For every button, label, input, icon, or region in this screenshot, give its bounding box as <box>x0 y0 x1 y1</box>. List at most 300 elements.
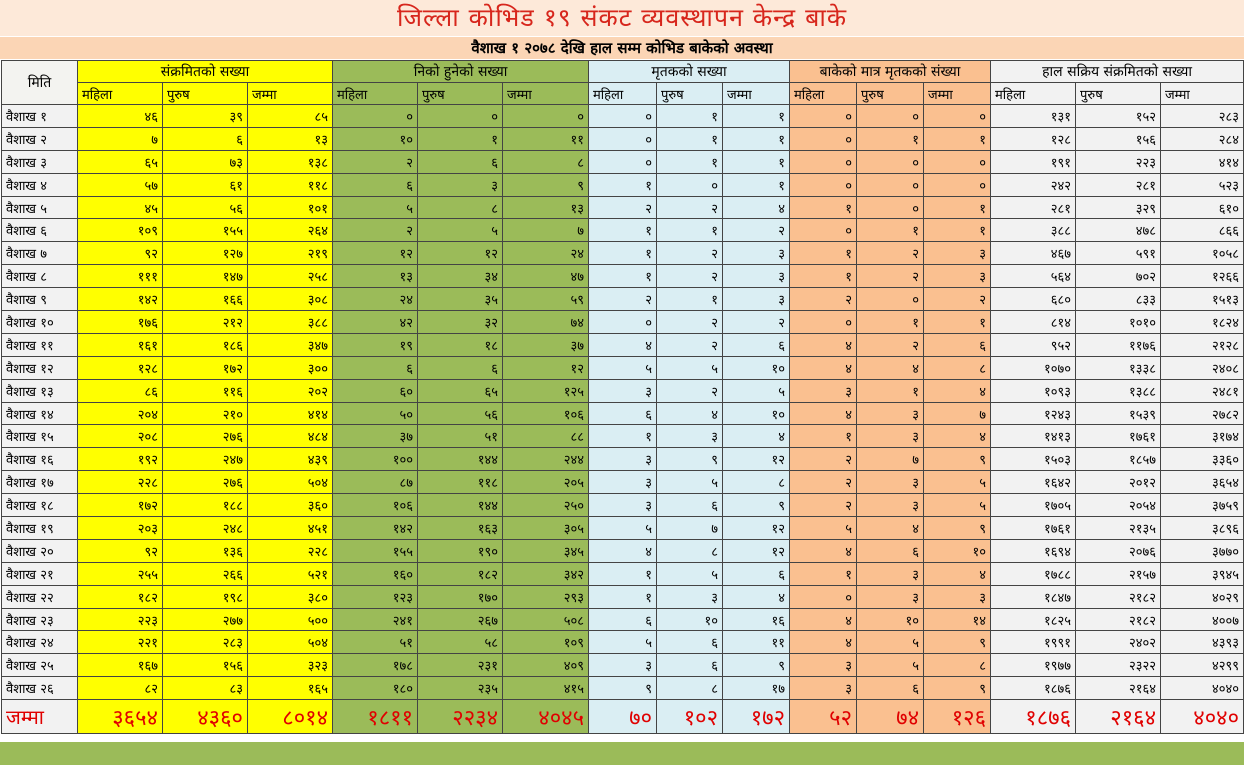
cell-active-male: ३२९ <box>1076 196 1161 219</box>
cell-banke-deaths-male: १ <box>857 379 924 402</box>
cell-banke-deaths-total: ७ <box>924 402 991 425</box>
cell-banke-deaths-total: ४ <box>924 562 991 585</box>
cell-recovered-total: १२ <box>503 356 589 379</box>
cell-infected-female: ८६ <box>78 379 163 402</box>
cell-active-female: १९९१ <box>991 631 1076 654</box>
cell-active-female: ३८८ <box>991 219 1076 242</box>
cell-deaths-female: २ <box>589 288 657 311</box>
cell-deaths-male: ३ <box>657 425 723 448</box>
cell-recovered-total: ५९ <box>503 288 589 311</box>
cell-recovered-male: १७० <box>418 585 503 608</box>
cell-recovered-female: ८७ <box>333 471 418 494</box>
cell-deaths-male: २ <box>657 265 723 288</box>
cell-deaths-female: ३ <box>589 494 657 517</box>
cell-banke-deaths-total: ० <box>924 105 991 128</box>
cell-active-total: ३६५४ <box>1161 471 1244 494</box>
cell-banke-deaths-total: ९ <box>924 631 991 654</box>
cell-active-total: ४००७ <box>1161 608 1244 631</box>
cell-banke-deaths-male: ७ <box>857 448 924 471</box>
cell-infected-male: १८६ <box>163 333 248 356</box>
cell-deaths-male: १ <box>657 150 723 173</box>
cell-deaths-total: ३ <box>723 242 790 265</box>
cell-recovered-female: ५० <box>333 402 418 425</box>
row-date: वैशाख २३ <box>2 608 78 631</box>
cell-recovered-female: २४१ <box>333 608 418 631</box>
cell-active-male: २०७६ <box>1076 539 1161 562</box>
cell-infected-total: १३८ <box>248 150 333 173</box>
cell-infected-female: २२८ <box>78 471 163 494</box>
cell-recovered-female: १८० <box>333 677 418 700</box>
cell-infected-total: ८५ <box>248 105 333 128</box>
cell-banke-deaths-male: ३ <box>857 585 924 608</box>
cell-banke-deaths-total: १ <box>924 196 991 219</box>
cell-infected-total: ३०० <box>248 356 333 379</box>
cell-banke-deaths-female: ० <box>790 219 857 242</box>
cell-active-total: ५२३ <box>1161 173 1244 196</box>
cell-deaths-female: ५ <box>589 631 657 654</box>
cell-recovered-total: ० <box>503 105 589 128</box>
cell-banke-deaths-male: १० <box>857 608 924 631</box>
table-row <box>2 677 1244 700</box>
cell-recovered-total: ८ <box>503 150 589 173</box>
row-date: वैशाख १० <box>2 311 78 334</box>
cell-banke-deaths-female: ४ <box>790 356 857 379</box>
cell-recovered-female: १३ <box>333 265 418 288</box>
cell-deaths-male: ४ <box>657 402 723 425</box>
cell-infected-male: १५६ <box>163 654 248 677</box>
cell-infected-male: २७६ <box>163 471 248 494</box>
cell-banke-deaths-male: ६ <box>857 677 924 700</box>
cell-infected-female: ४६ <box>78 105 163 128</box>
cell-active-total: २८४ <box>1161 127 1244 150</box>
cell-recovered-total: ३४२ <box>503 562 589 585</box>
cell-deaths-total: १६ <box>723 608 790 631</box>
cell-active-male: ५९१ <box>1076 242 1161 265</box>
total-active-male: २१६४ <box>1076 700 1161 734</box>
cell-active-male: २१८२ <box>1076 608 1161 631</box>
cell-deaths-total: ४ <box>723 425 790 448</box>
table-row <box>2 585 1244 608</box>
total-deaths-female: ७० <box>589 700 657 734</box>
cell-deaths-female: ४ <box>589 333 657 356</box>
cell-deaths-total: ८ <box>723 471 790 494</box>
cell-active-total: २४०८ <box>1161 356 1244 379</box>
group-header-active: हाल सक्रिय संक्रमितको सख्या <box>991 61 1244 83</box>
cell-deaths-male: १ <box>657 127 723 150</box>
cell-deaths-male: ३ <box>657 585 723 608</box>
cell-recovered-female: १०० <box>333 448 418 471</box>
subheader-active-total: जम्मा <box>1161 83 1244 105</box>
covid-data-table <box>1 60 1244 734</box>
cell-infected-female: १०९ <box>78 219 163 242</box>
row-date: वैशाख १७ <box>2 471 78 494</box>
cell-deaths-female: ० <box>589 127 657 150</box>
table-row <box>2 196 1244 219</box>
row-date: वैशाख १३ <box>2 379 78 402</box>
cell-infected-female: १६१ <box>78 333 163 356</box>
cell-banke-deaths-female: २ <box>790 494 857 517</box>
cell-banke-deaths-female: ३ <box>790 379 857 402</box>
cell-active-female: १९१ <box>991 150 1076 173</box>
cell-deaths-male: २ <box>657 311 723 334</box>
cell-infected-male: १४७ <box>163 265 248 288</box>
cell-active-total: ४२९९ <box>1161 654 1244 677</box>
cell-infected-total: ४१४ <box>248 402 333 425</box>
cell-deaths-female: ० <box>589 311 657 334</box>
cell-deaths-female: ६ <box>589 608 657 631</box>
cell-infected-total: २०२ <box>248 379 333 402</box>
cell-deaths-total: ३ <box>723 288 790 311</box>
cell-deaths-male: ८ <box>657 539 723 562</box>
cell-infected-male: ३९ <box>163 105 248 128</box>
cell-deaths-male: ६ <box>657 654 723 677</box>
row-date: वैशाख ५ <box>2 196 78 219</box>
cell-active-female: १८४७ <box>991 585 1076 608</box>
cell-recovered-male: ० <box>418 105 503 128</box>
cell-infected-male: ८३ <box>163 677 248 700</box>
cell-banke-deaths-male: ६ <box>857 539 924 562</box>
cell-infected-total: १६५ <box>248 677 333 700</box>
table-row <box>2 517 1244 540</box>
cell-infected-total: ४३९ <box>248 448 333 471</box>
cell-active-female: १९७७ <box>991 654 1076 677</box>
cell-recovered-male: १४४ <box>418 448 503 471</box>
cell-deaths-female: ६ <box>589 402 657 425</box>
cell-deaths-total: २ <box>723 219 790 242</box>
cell-recovered-female: २ <box>333 219 418 242</box>
cell-active-total: १२६६ <box>1161 265 1244 288</box>
cell-recovered-total: २४४ <box>503 448 589 471</box>
cell-infected-male: २४८ <box>163 517 248 540</box>
table-row <box>2 288 1244 311</box>
row-date: वैशाख २२ <box>2 585 78 608</box>
cell-recovered-male: १ <box>418 127 503 150</box>
cell-banke-deaths-total: ८ <box>924 654 991 677</box>
cell-infected-total: १०१ <box>248 196 333 219</box>
cell-deaths-female: २ <box>589 196 657 219</box>
cell-deaths-female: ३ <box>589 448 657 471</box>
cell-active-female: १०९३ <box>991 379 1076 402</box>
cell-deaths-male: २ <box>657 333 723 356</box>
cell-infected-total: ५०४ <box>248 631 333 654</box>
cell-banke-deaths-total: ९ <box>924 448 991 471</box>
cell-infected-male: ७३ <box>163 150 248 173</box>
cell-active-male: २२३ <box>1076 150 1161 173</box>
cell-infected-total: २१९ <box>248 242 333 265</box>
cell-recovered-male: ८ <box>418 196 503 219</box>
cell-banke-deaths-total: १ <box>924 127 991 150</box>
cell-infected-total: ३४७ <box>248 333 333 356</box>
subheader-banke-deaths-total: जम्मा <box>924 83 991 105</box>
cell-deaths-total: ४ <box>723 196 790 219</box>
cell-deaths-total: २ <box>723 311 790 334</box>
cell-deaths-female: ४ <box>589 539 657 562</box>
cell-banke-deaths-male: ४ <box>857 356 924 379</box>
cell-banke-deaths-male: १ <box>857 127 924 150</box>
cell-infected-total: २२८ <box>248 539 333 562</box>
cell-deaths-total: ६ <box>723 333 790 356</box>
cell-banke-deaths-female: ४ <box>790 631 857 654</box>
cell-infected-male: २४७ <box>163 448 248 471</box>
cell-recovered-male: ६ <box>418 150 503 173</box>
group-header-banke-deaths: बाकेको मात्र मृतकको संख्या <box>790 61 991 83</box>
cell-recovered-total: २५० <box>503 494 589 517</box>
cell-recovered-male: ३ <box>418 173 503 196</box>
cell-recovered-total: २९३ <box>503 585 589 608</box>
cell-banke-deaths-female: १ <box>790 265 857 288</box>
cell-recovered-female: ० <box>333 105 418 128</box>
cell-deaths-male: १ <box>657 105 723 128</box>
cell-recovered-female: ४२ <box>333 311 418 334</box>
cell-recovered-female: १६० <box>333 562 418 585</box>
cell-active-male: ८३३ <box>1076 288 1161 311</box>
cell-infected-female: २५५ <box>78 562 163 585</box>
total-banke-deaths-female: ५२ <box>790 700 857 734</box>
cell-infected-male: २८३ <box>163 631 248 654</box>
cell-infected-total: १३ <box>248 127 333 150</box>
cell-recovered-total: १३ <box>503 196 589 219</box>
cell-banke-deaths-female: ० <box>790 585 857 608</box>
cell-infected-male: १९८ <box>163 585 248 608</box>
cell-recovered-total: १०९ <box>503 631 589 654</box>
cell-active-female: २४२ <box>991 173 1076 196</box>
subheader-deaths-male: पुरुष <box>657 83 723 105</box>
cell-banke-deaths-male: ० <box>857 173 924 196</box>
cell-recovered-female: ५१ <box>333 631 418 654</box>
total-active-total: ४०४० <box>1161 700 1244 734</box>
cell-recovered-male: ५१ <box>418 425 503 448</box>
total-infected-total: ८०१४ <box>248 700 333 734</box>
cell-recovered-male: १२ <box>418 242 503 265</box>
cell-infected-total: ३०८ <box>248 288 333 311</box>
cell-infected-female: २२१ <box>78 631 163 654</box>
cell-deaths-total: ११ <box>723 631 790 654</box>
cell-banke-deaths-total: १० <box>924 539 991 562</box>
total-infected-male: ४३६० <box>163 700 248 734</box>
cell-active-total: ३८९६ <box>1161 517 1244 540</box>
cell-deaths-male: १० <box>657 608 723 631</box>
cell-deaths-female: ९ <box>589 677 657 700</box>
table-row <box>2 219 1244 242</box>
cell-deaths-female: १ <box>589 242 657 265</box>
cell-infected-female: १८२ <box>78 585 163 608</box>
cell-infected-male: २७६ <box>163 425 248 448</box>
cell-banke-deaths-female: ४ <box>790 608 857 631</box>
total-row <box>2 700 1244 734</box>
cell-banke-deaths-female: १ <box>790 196 857 219</box>
subheader-recovered-female: महिला <box>333 83 418 105</box>
cell-banke-deaths-total: ० <box>924 150 991 173</box>
cell-deaths-total: १ <box>723 173 790 196</box>
cell-banke-deaths-total: ३ <box>924 585 991 608</box>
cell-banke-deaths-male: ० <box>857 288 924 311</box>
cell-deaths-total: १२ <box>723 448 790 471</box>
cell-deaths-total: १७ <box>723 677 790 700</box>
cell-recovered-female: २४ <box>333 288 418 311</box>
cell-banke-deaths-male: ४ <box>857 517 924 540</box>
table-row <box>2 471 1244 494</box>
cell-banke-deaths-total: १ <box>924 311 991 334</box>
cell-banke-deaths-total: १ <box>924 219 991 242</box>
cell-recovered-male: १९० <box>418 539 503 562</box>
cell-recovered-total: ३४५ <box>503 539 589 562</box>
cell-active-male: १५२ <box>1076 105 1161 128</box>
cell-banke-deaths-total: ९ <box>924 677 991 700</box>
row-date: वैशाख १८ <box>2 494 78 517</box>
table-row <box>2 402 1244 425</box>
cell-recovered-female: १०६ <box>333 494 418 517</box>
page-title: जिल्ला कोभिड १९ संकट व्यवस्थापन केन्द्र बाके <box>0 0 1244 36</box>
cell-banke-deaths-male: ३ <box>857 471 924 494</box>
cell-deaths-male: १ <box>657 219 723 242</box>
cell-deaths-male: ७ <box>657 517 723 540</box>
cell-recovered-female: ३७ <box>333 425 418 448</box>
cell-deaths-female: १ <box>589 562 657 585</box>
cell-banke-deaths-total: ४ <box>924 425 991 448</box>
cell-recovered-female: १५५ <box>333 539 418 562</box>
cell-active-male: २१५७ <box>1076 562 1161 585</box>
cell-recovered-female: ६ <box>333 356 418 379</box>
cell-recovered-male: ५६ <box>418 402 503 425</box>
cell-recovered-male: ६५ <box>418 379 503 402</box>
cell-recovered-total: ९ <box>503 173 589 196</box>
row-date: वैशाख ८ <box>2 265 78 288</box>
cell-recovered-total: ४७ <box>503 265 589 288</box>
cell-recovered-female: २ <box>333 150 418 173</box>
subheader-infected-male: पुरुष <box>163 83 248 105</box>
cell-infected-total: ३८८ <box>248 311 333 334</box>
cell-banke-deaths-female: २ <box>790 471 857 494</box>
row-date: वैशाख ६ <box>2 219 78 242</box>
subheader-banke-deaths-male: पुरुष <box>857 83 924 105</box>
subheader-active-female: महिला <box>991 83 1076 105</box>
cell-banke-deaths-female: १ <box>790 425 857 448</box>
row-date: वैशाख ११ <box>2 333 78 356</box>
cell-active-female: १७०५ <box>991 494 1076 517</box>
cell-infected-female: १४२ <box>78 288 163 311</box>
cell-recovered-female: ६ <box>333 173 418 196</box>
cell-active-total: १८२४ <box>1161 311 1244 334</box>
cell-recovered-male: २६७ <box>418 608 503 631</box>
cell-banke-deaths-male: २ <box>857 265 924 288</box>
cell-banke-deaths-male: ० <box>857 196 924 219</box>
cell-infected-female: १११ <box>78 265 163 288</box>
cell-infected-total: ११८ <box>248 173 333 196</box>
cell-active-female: १३१ <box>991 105 1076 128</box>
cell-banke-deaths-female: ० <box>790 150 857 173</box>
table-row <box>2 608 1244 631</box>
cell-active-female: १७६१ <box>991 517 1076 540</box>
cell-banke-deaths-female: २ <box>790 448 857 471</box>
cell-recovered-total: ५०८ <box>503 608 589 631</box>
cell-active-total: ४३९३ <box>1161 631 1244 654</box>
cell-infected-male: ६१ <box>163 173 248 196</box>
row-date: वैशाख २ <box>2 127 78 150</box>
table-row <box>2 539 1244 562</box>
cell-active-female: ४६७ <box>991 242 1076 265</box>
cell-banke-deaths-male: २ <box>857 242 924 265</box>
cell-active-female: १५०३ <box>991 448 1076 471</box>
cell-infected-male: २६६ <box>163 562 248 585</box>
cell-deaths-total: १० <box>723 402 790 425</box>
cell-recovered-total: ४१५ <box>503 677 589 700</box>
cell-deaths-total: १ <box>723 105 790 128</box>
cell-active-female: ८१४ <box>991 311 1076 334</box>
cell-deaths-female: १ <box>589 265 657 288</box>
cell-recovered-male: १८ <box>418 333 503 356</box>
cell-active-male: २१३५ <box>1076 517 1161 540</box>
cell-deaths-total: १२ <box>723 517 790 540</box>
cell-deaths-female: १ <box>589 585 657 608</box>
cell-active-male: २१६४ <box>1076 677 1161 700</box>
cell-infected-female: १७२ <box>78 494 163 517</box>
cell-infected-total: ३६० <box>248 494 333 517</box>
cell-recovered-total: ३०५ <box>503 517 589 540</box>
cell-active-female: ६८० <box>991 288 1076 311</box>
cell-recovered-male: ३४ <box>418 265 503 288</box>
cell-active-male: ७०२ <box>1076 265 1161 288</box>
cell-recovered-total: ३७ <box>503 333 589 356</box>
row-date: वैशाख १९ <box>2 517 78 540</box>
row-date: वैशाख १५ <box>2 425 78 448</box>
cell-active-female: १८२५ <box>991 608 1076 631</box>
cell-deaths-male: ५ <box>657 562 723 585</box>
cell-banke-deaths-total: ९ <box>924 517 991 540</box>
cell-banke-deaths-female: ५ <box>790 517 857 540</box>
total-banke-deaths-total: १२६ <box>924 700 991 734</box>
cell-banke-deaths-male: ३ <box>857 562 924 585</box>
total-recovered-female: १८११ <box>333 700 418 734</box>
cell-deaths-female: १ <box>589 219 657 242</box>
cell-active-total: ४०२९ <box>1161 585 1244 608</box>
cell-infected-male: ६ <box>163 127 248 150</box>
cell-active-total: ६१० <box>1161 196 1244 219</box>
total-recovered-male: २२३४ <box>418 700 503 734</box>
table-row <box>2 379 1244 402</box>
cell-banke-deaths-female: ४ <box>790 333 857 356</box>
table-row <box>2 654 1244 677</box>
cell-active-female: १६४२ <box>991 471 1076 494</box>
cell-deaths-total: १ <box>723 150 790 173</box>
cell-active-male: २१८२ <box>1076 585 1161 608</box>
cell-deaths-total: १ <box>723 127 790 150</box>
row-date: वैशाख २१ <box>2 562 78 585</box>
cell-deaths-male: ६ <box>657 631 723 654</box>
total-recovered-total: ४०४५ <box>503 700 589 734</box>
cell-deaths-male: ५ <box>657 471 723 494</box>
footer-bar <box>0 742 1244 765</box>
subheader-recovered-male: पुरुष <box>418 83 503 105</box>
cell-infected-female: २०४ <box>78 402 163 425</box>
table-row <box>2 631 1244 654</box>
cell-active-male: २०१२ <box>1076 471 1161 494</box>
row-date: वैशाख २६ <box>2 677 78 700</box>
cell-infected-female: ९२ <box>78 242 163 265</box>
cell-recovered-male: ३२ <box>418 311 503 334</box>
cell-active-total: १५१३ <box>1161 288 1244 311</box>
cell-banke-deaths-total: ४ <box>924 379 991 402</box>
cell-recovered-total: ७ <box>503 219 589 242</box>
row-date: वैशाख १६ <box>2 448 78 471</box>
cell-infected-male: ५६ <box>163 196 248 219</box>
subheader-active-male: पुरुष <box>1076 83 1161 105</box>
cell-deaths-male: ५ <box>657 356 723 379</box>
cell-banke-deaths-female: १ <box>790 562 857 585</box>
cell-banke-deaths-total: २ <box>924 288 991 311</box>
cell-infected-male: १६६ <box>163 288 248 311</box>
cell-active-female: १२८ <box>991 127 1076 150</box>
row-date: वैशाख १४ <box>2 402 78 425</box>
